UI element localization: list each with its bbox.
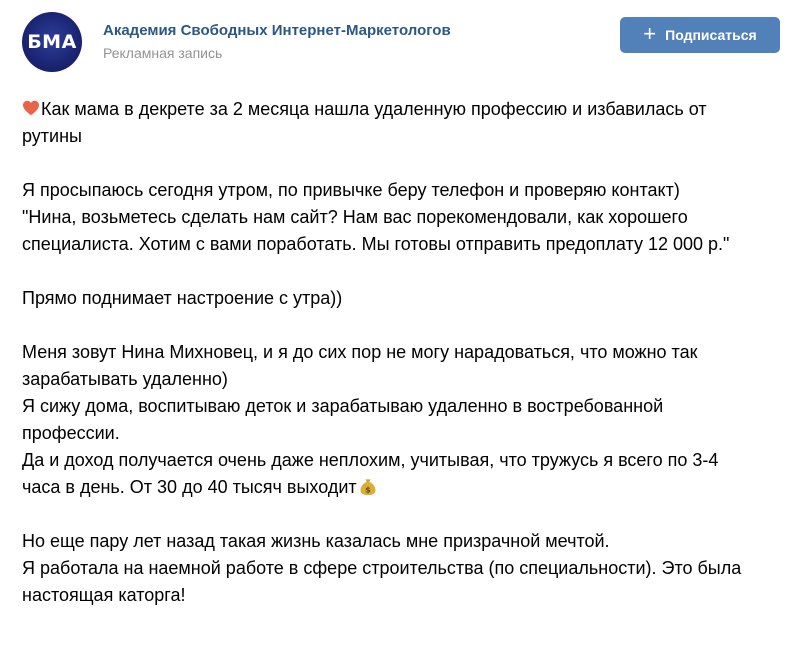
post-paragraph <box>22 528 782 609</box>
post-line: Как мама в декрете за 2 месяца нашла удаленную профессию и избавилась от <box>41 99 707 119</box>
post-line: "Нина, возьметесь сделать нам сайт? Нам вас порекомендовали, как хорошего <box>22 207 688 227</box>
post-paragraph <box>22 177 782 258</box>
post-line: Меня зовут Нина Михновец, и я до сих пор не могу нарадоваться, что можно так <box>22 342 698 362</box>
post-header <box>0 0 797 80</box>
plus-icon: + <box>643 21 657 46</box>
svg-text:$: $ <box>364 484 371 495</box>
post-line: профессии. <box>22 423 120 443</box>
heart-emoji-icon <box>22 100 40 116</box>
post-line: рутины <box>22 126 82 146</box>
post-line: настоящая каторга! <box>22 585 186 605</box>
post-paragraph <box>22 285 782 312</box>
post-line: Прямо поднимает настроение с утра)) <box>22 288 343 308</box>
post-line: Я просыпаюсь сегодня утром, по привычке беру телефон и проверяю контакт) <box>22 180 680 200</box>
post-subtitle: Рекламная запись <box>103 45 223 61</box>
post-text <box>22 96 782 609</box>
subscribe-button[interactable] <box>620 17 780 53</box>
author-name-link[interactable]: Академия Свободных Интернет-Маркетологов <box>103 22 451 39</box>
money-bag-emoji-icon <box>358 476 378 496</box>
avatar-text: БМА <box>27 31 77 53</box>
post-paragraph <box>22 96 782 150</box>
post-line: специалиста. Хотим с вами поработать. Мы готовы отправить предоплату 12 000 р." <box>22 234 730 254</box>
post-line: зарабатывать удаленно) <box>22 369 228 389</box>
post-line: Да и доход получается очень даже неплохим, учитывая, что тружусь я всего по 3-4 <box>22 450 719 470</box>
post-paragraph <box>22 339 782 501</box>
avatar[interactable] <box>22 12 82 72</box>
post-line: Я сижу дома, воспитываю деток и зарабатываю удаленно в востребованной <box>22 396 664 416</box>
post-line: Но еще пару лет назад такая жизнь казалась мне призрачной мечтой. <box>22 531 610 551</box>
post-line: часа в день. От 30 до 40 тысяч выходит <box>22 477 357 497</box>
subscribe-label: Подписаться <box>665 27 757 43</box>
post-line: Я работала на наемной работе в сфере строительства (по специальности). Это была <box>22 558 742 578</box>
